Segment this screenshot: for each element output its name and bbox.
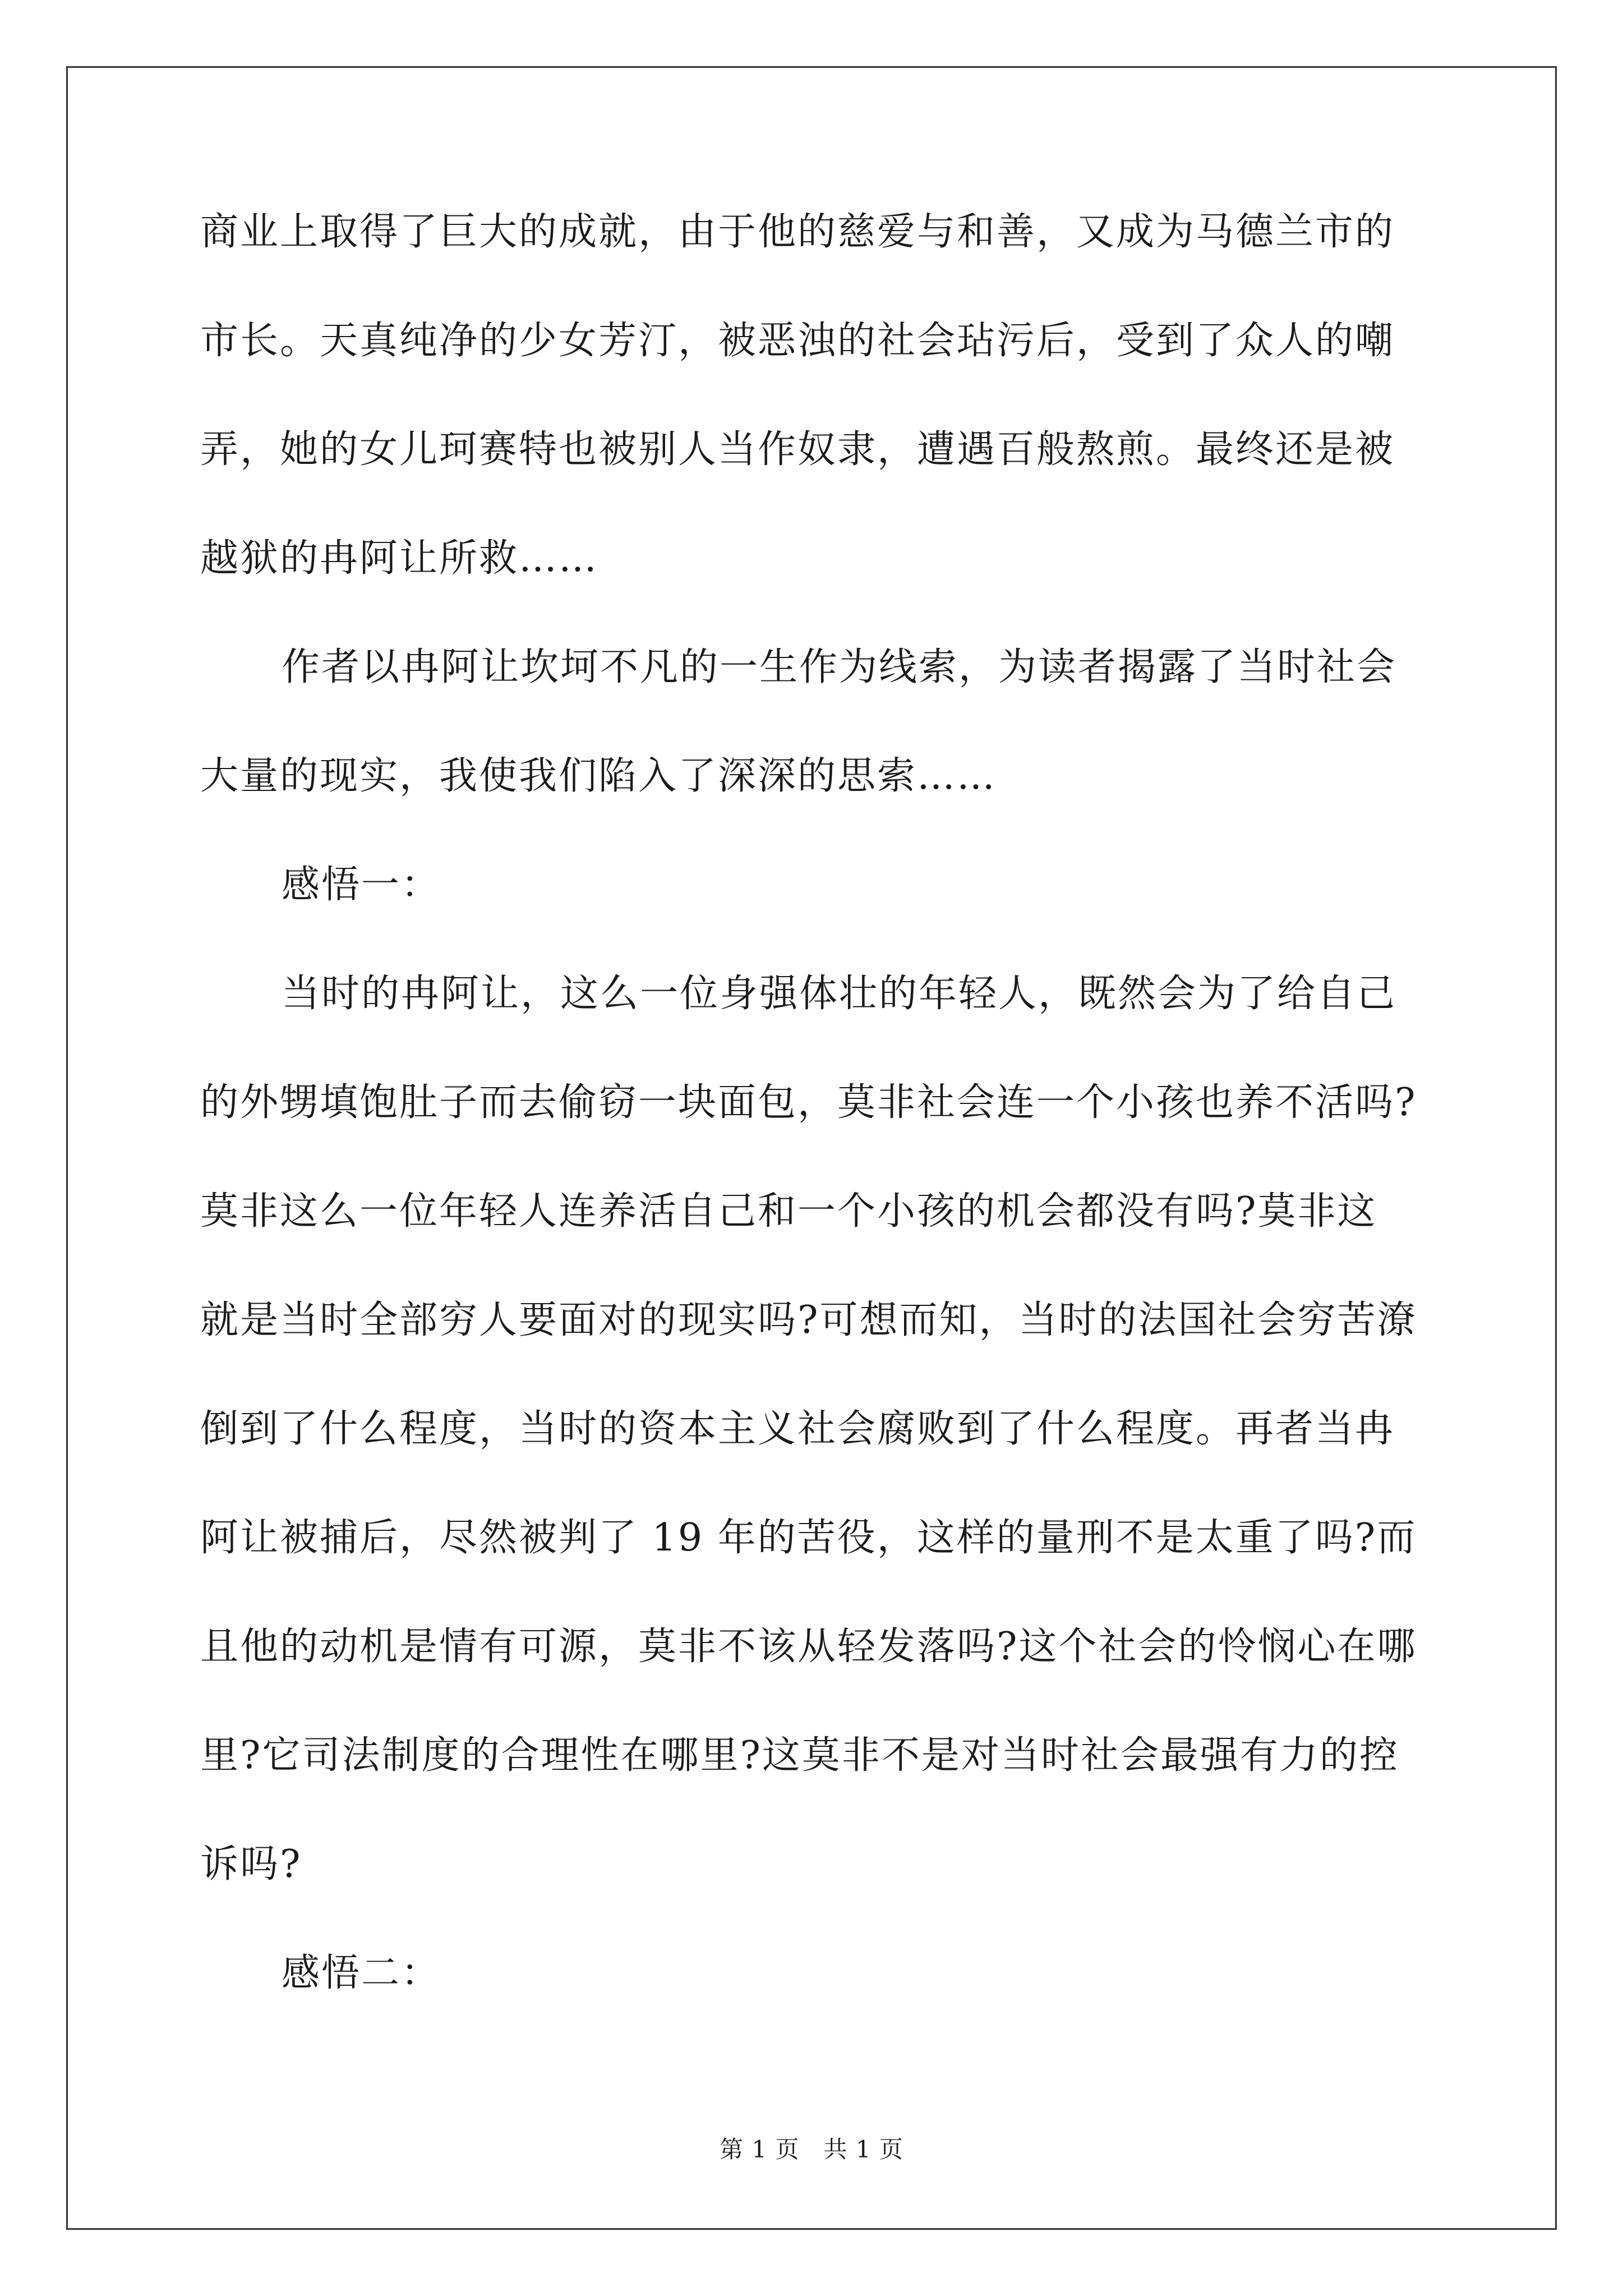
text-line: 阿让被捕后，尽然被判了 19 年的苦役，这样的量刑不是太重了吗?而 (200, 1516, 1417, 1560)
text-line: 就是当时全部穷人要面对的现实吗?可想而知，当时的法国社会穷苦潦 (200, 1298, 1417, 1342)
text-line: 诉吗? (200, 1842, 302, 1887)
text-line: 越狱的冉阿让所救…… (200, 536, 599, 581)
paragraph-first-line: 当时的冉阿让，这么一位身强体壮的年轻人，既然会为了给自己 (282, 972, 1397, 1016)
page-number: 第 1 页 共 1 页 (720, 2136, 903, 2163)
text-line: 大量的现实，我使我们陷入了深深的思索…… (200, 754, 997, 798)
text-line: 莫非这么一位年轻人连养活自己和一个小孩的机会都没有吗?莫非这 (200, 1189, 1377, 1234)
text-line: 弄，她的女儿珂赛特也被别人当作奴隶，遭遇百般熬煎。最终还是被 (200, 427, 1395, 472)
section-heading: 感悟二： (282, 1951, 441, 1995)
paragraph-first-line: 作者以冉阿让坎坷不凡的一生作为线索，为读者揭露了当时社会 (282, 645, 1397, 689)
text-line: 的外甥填饱肚子而去偷窃一块面包，莫非社会连一个小孩也养不活吗? (200, 1080, 1417, 1125)
text-line: 倒到了什么程度，当时的资本主义社会腐败到了什么程度。再者当冉 (200, 1407, 1395, 1451)
text-line: 且他的动机是情有可源，莫非不该从轻发落吗?这个社会的怜悯心在哪 (200, 1625, 1417, 1669)
text-line: 市长。天真纯净的少女芳汀，被恶浊的社会玷污后，受到了众人的嘲 (200, 319, 1395, 363)
text-line: 里?它司法制度的合理性在哪里?这莫非不是对当时社会最强有力的控 (200, 1733, 1399, 1778)
document-body (200, 210, 1434, 2063)
section-heading: 感悟一： (282, 863, 441, 907)
text-line: 商业上取得了巨大的成就，由于他的慈爱与和善，又成为马德兰市的 (200, 210, 1395, 254)
